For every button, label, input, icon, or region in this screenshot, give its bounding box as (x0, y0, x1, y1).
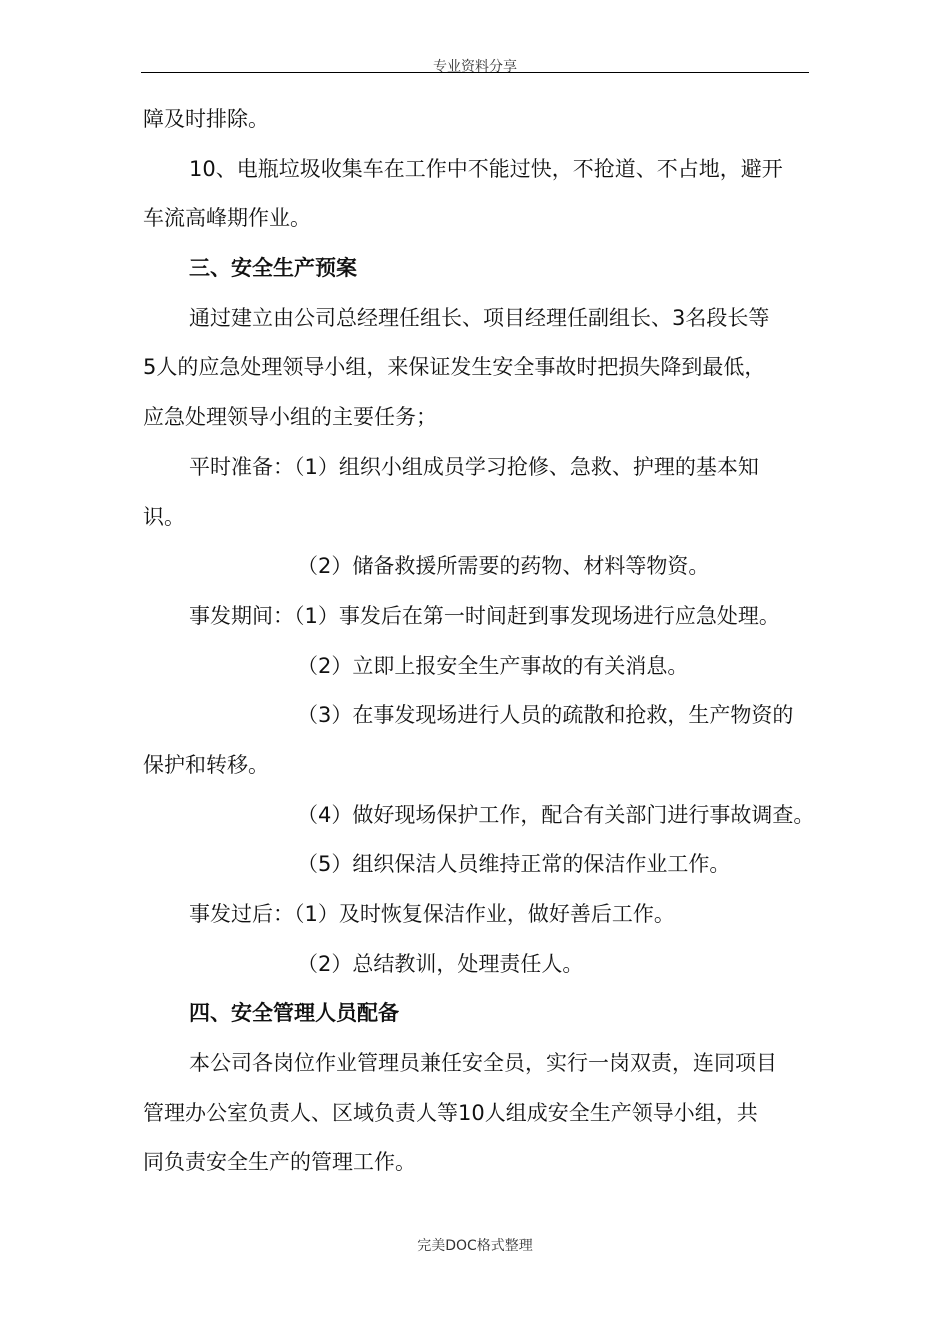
document-body (143, 95, 813, 1188)
list-item: （4）做好现场保护工作，配合有关部门进行事故调查。 (297, 802, 815, 827)
paragraph-line: 应急处理领导小组的主要任务； (143, 405, 437, 430)
list-item: （2）立即上报安全生产事故的有关消息。 (297, 653, 689, 678)
section-heading: 四、安全管理人员配备 (189, 1001, 399, 1026)
paragraph-line: 同负责安全生产的管理工作。 (143, 1150, 416, 1175)
paragraph-line: 管理办公室负责人、区域负责人等10人组成安全生产领导小组，共 (143, 1100, 758, 1125)
paragraph-line: 车流高峰期作业。 (143, 206, 311, 231)
section-heading: 三、安全生产预案 (189, 256, 357, 281)
page-header: 专业资料分享 (433, 59, 517, 75)
paragraph-line: 识。 (143, 504, 185, 529)
paragraph-line: 通过建立由公司总经理任组长、项目经理任副组长、3名段长等 (189, 305, 770, 330)
paragraph-line: 10、电瓶垃圾收集车在工作中不能过快，不抢道、不占地，避开 (189, 156, 783, 181)
paragraph-line: 5人的应急处理领导小组，来保证发生安全事故时把损失降到最低， (143, 355, 766, 380)
list-item: （2）总结教训，处理责任人。 (297, 951, 584, 976)
list-item: （3）在事发现场进行人员的疏散和抢救，生产物资的 (297, 703, 794, 728)
page-footer: 完美DOC格式整理 (417, 1238, 533, 1254)
list-item: （5）组织保洁人员维持正常的保洁作业工作。 (297, 852, 731, 877)
header-divider (141, 72, 809, 73)
paragraph-line: 保护和转移。 (143, 752, 269, 777)
paragraph-line: 事发过后：（1）及时恢复保洁作业，做好善后工作。 (189, 902, 675, 926)
list-item: （2）储备救援所需要的药物、材料等物资。 (297, 554, 710, 579)
paragraph-line: 障及时排除。 (143, 107, 269, 131)
paragraph-line: 本公司各岗位作业管理员兼任安全员，实行一岗双责，连同项目 (189, 1051, 777, 1076)
paragraph-line: 事发期间：（1）事发后在第一时间赶到事发现场进行应急处理。 (189, 603, 780, 628)
paragraph-line: 平时准备：（1）组织小组成员学习抢修、急救、护理的基本知 (189, 454, 759, 479)
